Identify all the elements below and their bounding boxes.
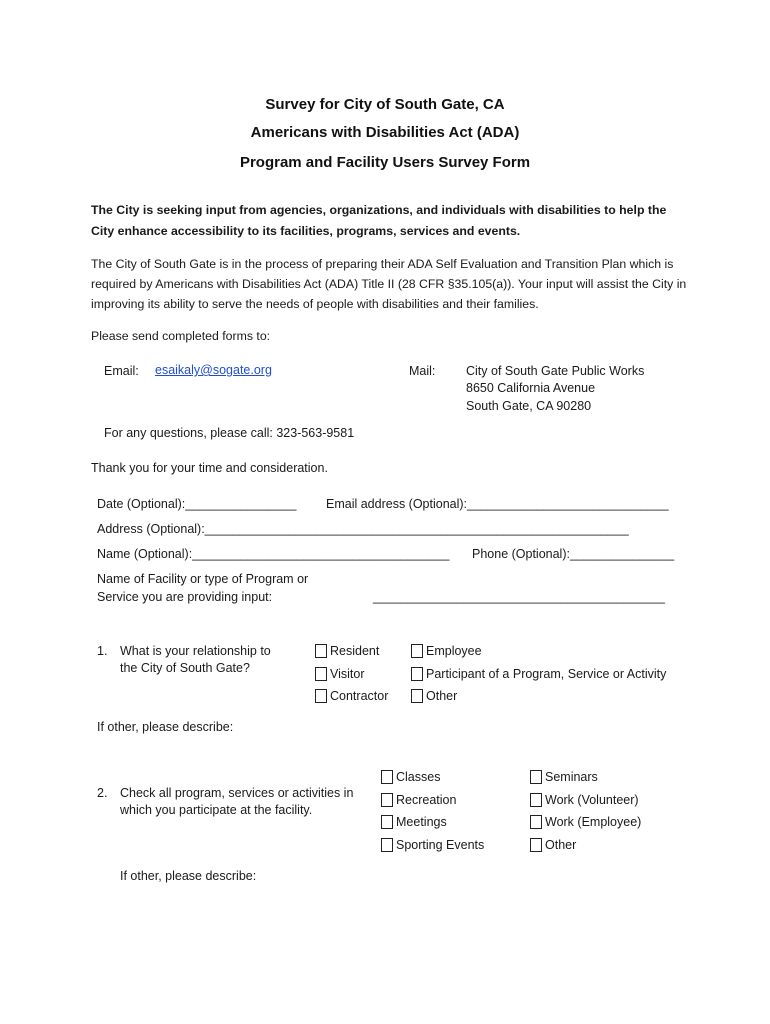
title-line-1: Survey for City of South Gate, CA [265, 96, 505, 113]
q2-option-classes[interactable]: Classes [381, 770, 440, 784]
checkbox-icon[interactable] [381, 793, 393, 807]
checkbox-icon[interactable] [530, 793, 542, 807]
q1-other-prompt: If other, please describe: [97, 720, 234, 734]
q2-text-line-2: which you participate at the facility. [120, 803, 313, 817]
q2-option-work-employee[interactable]: Work (Employee) [530, 815, 641, 829]
checkbox-icon[interactable] [411, 667, 423, 681]
q2-option-other[interactable]: Other [530, 838, 576, 852]
q2-other-prompt: If other, please describe: [120, 869, 257, 883]
intro-text: The City is seeking input from agencies, organizations, and individuals with disabilities to help the City enhance accessibility to its facilities, programs, services and events. [91, 203, 667, 238]
q1-option-participant[interactable]: Participant of a Program, Service or Activity [411, 667, 666, 681]
facility-label-line-1: Name of Facility or type of Program or [97, 572, 309, 586]
q1-text-line-1: What is your relationship to [120, 644, 271, 658]
q2-option-meetings[interactable]: Meetings [381, 815, 447, 829]
mail-address-line-2: 8650 California Avenue [466, 381, 596, 395]
q2-option-seminars[interactable]: Seminars [530, 770, 598, 784]
q2-option-recreation[interactable]: Recreation [381, 793, 456, 807]
checkbox-icon[interactable] [315, 667, 327, 681]
mail-address-line-3: South Gate, CA 90280 [466, 399, 592, 413]
q1-text-line-2: the City of South Gate? [120, 661, 250, 675]
q2-number: 2. [97, 786, 108, 800]
q1-option-employee[interactable]: Employee [411, 644, 482, 658]
title-line-3: Program and Facility Users Survey Form [239, 154, 531, 171]
q2-option-work-volunteer[interactable]: Work (Volunteer) [530, 793, 639, 807]
facility-label-line-2: Service you are providing input: [97, 590, 273, 604]
checkbox-icon[interactable] [530, 815, 542, 829]
email-link[interactable]: esaikaly@sogate.org [155, 363, 272, 377]
checkbox-icon[interactable] [411, 644, 423, 658]
q1-option-resident[interactable]: Resident [315, 644, 379, 658]
name-field[interactable]: Name (Optional):_____________________________________ [97, 547, 450, 561]
checkbox-icon[interactable] [381, 838, 393, 852]
checkbox-icon[interactable] [530, 770, 542, 784]
checkbox-icon[interactable] [315, 644, 327, 658]
address-field[interactable]: Address (Optional):_____________________________________________________________ [97, 522, 629, 536]
q1-option-other[interactable]: Other [411, 689, 457, 703]
title-line-2: Americans with Disabilities Act (ADA) [250, 124, 520, 141]
email-label: Email: [104, 364, 139, 378]
email-address-field[interactable]: Email address (Optional):_____________________________ [326, 497, 669, 511]
checkbox-icon[interactable] [315, 689, 327, 703]
q1-option-visitor[interactable]: Visitor [315, 667, 365, 681]
description-paragraph: The City of South Gate is in the process of preparing their ADA Self Evaluation and Transition Plan which is required by Americans with Disabilities Act (ADA) Title II (28 CFR §35.105(a)). Your input will assist the City in improving its ability to serve the needs of people with disabilities and their families. [91, 257, 687, 311]
checkbox-icon[interactable] [381, 770, 393, 784]
thank-you-text: Thank you for your time and consideration. [91, 461, 328, 475]
facility-field[interactable]: __________________________________________ [373, 590, 665, 604]
q1-option-contractor[interactable]: Contractor [315, 689, 388, 703]
send-to-label: Please send completed forms to: [91, 329, 271, 343]
date-field[interactable]: Date (Optional):________________ [97, 497, 297, 511]
phone-field[interactable]: Phone (Optional):_______________ [472, 547, 675, 561]
checkbox-icon[interactable] [381, 815, 393, 829]
mail-address-line-1: City of South Gate Public Works [466, 364, 645, 378]
q2-option-sporting-events[interactable]: Sporting Events [381, 838, 484, 852]
q1-number: 1. [97, 644, 108, 658]
mail-label: Mail: [409, 364, 436, 378]
checkbox-icon[interactable] [530, 838, 542, 852]
questions-phone: For any questions, please call: 323-563-9581 [104, 426, 355, 440]
checkbox-icon[interactable] [411, 689, 423, 703]
q2-text-line-1: Check all program, services or activities in [120, 786, 354, 800]
